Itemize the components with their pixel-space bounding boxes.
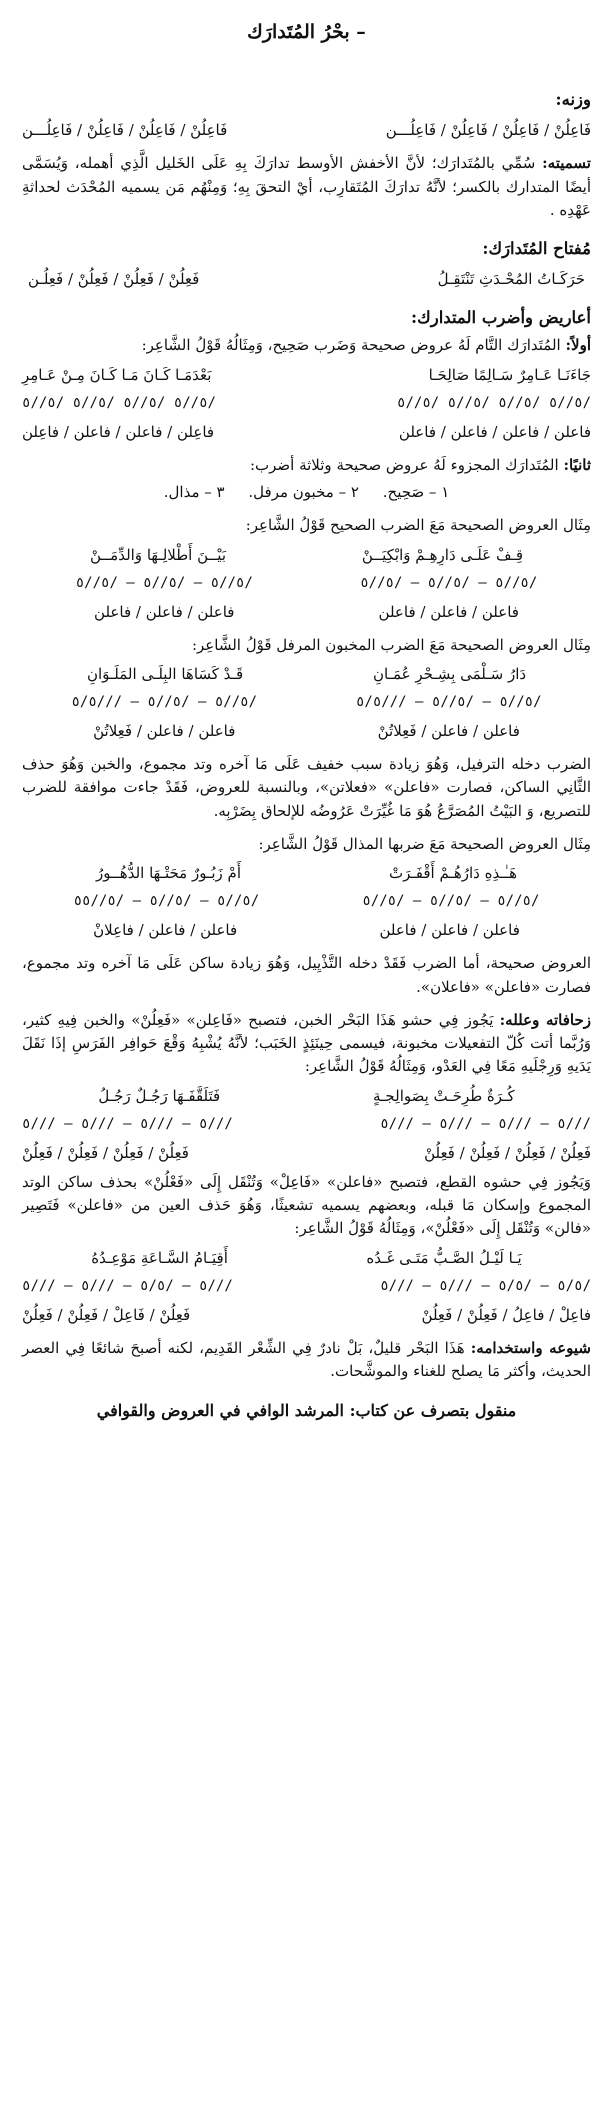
khabab-verse [22,1085,591,1108]
ex3-taf-half-1: فاعلن / فاعلن / فاعلن [379,921,520,940]
qat-taf-half-2: فَعِلُنْ / فَاعِلْ / فَعِلُنْ / فَعِلُنْ [22,1305,191,1324]
ex1-verse [22,544,591,567]
zihafat-text: يَجُوز فِي حشو هَذَا البَحْر الخبن، فتصبح «فَاعِلن» «فَعِلُنْ» والخبن فِيهِ كثير، وَرُبَّما أتت كُلّ التفعيلات مخبونة، فيسمى حِينَئِذٍ الخَبَب؛ لأنَّهُ يُشْبِهُ وَقْعَ حَوافِر الفَرَسِ إذَا نَقَلَ يَدَيهِ وَرِجْلَيهِ مَعًا فِي العَدْو، وَمِثَالُهُ قَوْلُ الشَّاعِر: [22,1010,591,1076]
ex1-scan-half-2: /٥//٥ – /٥//٥ – /٥//٥ [75,574,253,591]
ex1-verse-half-2: بَيْــنَ أَطْلالِـهَا وَالدِّمَــنْ [89,545,227,564]
ex1-taf-half-2: فاعلن / فاعلن / فاعلن [94,602,235,621]
ex2-taf-half-2: فاعلن / فاعلن / فَعِلاتُنْ [93,721,236,740]
khabab-tafeelat [22,1142,591,1165]
muftah-second-half: فَعِلُنْ / فَعِلُنْ / فَعِلُنْ / فَعِلُـن [28,269,200,288]
ex2-scansion [22,692,591,714]
qat-tafeelat [22,1304,591,1327]
second-types: ١ – صَحِيح. ٢ – مخبون مرفل. ٣ – مذال. [163,483,450,502]
page-title: – بحْرُ المُتَدارَك [247,21,366,43]
first-scansion [22,393,591,415]
khabab-scan-half-1: ///٥ – ///٥ – ///٥ – ///٥ [380,1115,591,1132]
first-verse-half-1: جَاءَنَـا عَـامِرٌ سَـالِمًا صَالِحَـا [428,365,591,384]
ex2-verse-half-1: دَارُ سَـلْمَى بِشِـحْرِ عُمَـانِ [373,665,527,683]
ex2-verse-half-2: قَـدْ كَسَاهَا البِلَـى المَلَـوَانِ [86,665,244,683]
ex3-note: العروض صحيحة، أما الضرب فَقَدْ دخله التَّذْيِيل، وَهُوَ زيادة ساكن عَلَى مَا آخره وتد مجموع، فصارت «فاعلن» «فاعلان». [22,954,591,996]
khabab-verse-half-1: كُـرَةٌ طُرِحَـتْ بِصَوالِجـةٍ [373,1086,515,1105]
qat-taf-half-1: فاعِلْ / فاعِلُ / فَعِلُنْ / فَعِلُنْ [421,1305,591,1324]
tasmiya-label: تسميته: [542,154,591,173]
muftah-first-half: حَرَكَـاتُ المُحْـدَثِ تَنْتَقِـلُ [437,269,585,288]
shuyu-paragraph [22,1337,591,1384]
ex3-taf-half-2: فاعلن / فاعلن / فاعِلانْ [93,921,238,940]
wazn-line [22,119,591,142]
first-verse-half-2: بَعْدَمَـا كَـانَ مَـا كَـانَ مِـنْ عَـامِرِ [22,365,212,384]
ex3-tafeelat [22,919,591,942]
tasmiya-paragraph [22,152,591,222]
ex2-verse [22,663,591,686]
ex1-scan-half-1: /٥//٥ – /٥//٥ – /٥//٥ [360,574,538,591]
qat-scan-half-2: ///٥ – /٥/٥ – ///٥ – ///٥ [22,1277,233,1294]
ex3-verse-half-2: أَمْ زَبُـورٌ مَحَتْـهَا الدُّهُــورُ [96,864,241,883]
khabab-scansion [22,1114,591,1136]
ex2-intro: مِثَال العروض الصحيحة مَعَ الضرب المخبون المرفل قَوْلُ الشَّاعِر: [191,635,591,654]
ex1-tafeelat [22,601,591,624]
second-paragraph [22,454,591,477]
wazn-first-half: فَاعِلُنْ / فَاعِلُنْ / فَاعِلُنْ / فَاعِلُـــن [385,121,591,139]
qat-paragraph: وَيَجُوز فِي حشوه القطع، فتصبح «فاعلن» «فَاعِلْ» وَتُنْقَل إِلَى «فَعْلُنْ» بحذف ساكن الوتد المجموع وإسكان مَا قبله، وبعضهم يسميه تشعيثًا، وَهُوَ حَذف العين من «فاعلن» فَتَصِير «فالن» وَتُنْقَل إِلَى «فَعْلُنْ»، وَمِثَالُهُ قَوْلُ الشَّاعِر: [22,1172,591,1238]
ex3-scan-half-2: /٥//٥ – /٥//٥ – /٥//٥٥ [73,893,260,910]
aarid-heading: أعاريض وأضرب المتدارك: [411,307,591,327]
khabab-taf-half-2: فَعِلُنْ / فَعِلُنْ / فَعِلُنْ / فَعِلُنْ [22,1143,189,1162]
muftah-line [22,268,591,291]
qat-verse [22,1247,591,1270]
ex2-scan-half-2: /٥//٥ – /٥//٥ – ///٥/٥ [71,694,257,711]
ex3-intro: مِثَال العروض الصحيحة مَعَ ضربها المذال قَوْلُ الشَّاعِر: [258,834,591,853]
qat-scansion [22,1276,591,1298]
first-scan-half-2: /٥//٥ /٥//٥ /٥//٥ /٥//٥ [22,394,216,411]
muftah-heading: مُفتاح المُتَدارَك: [482,239,591,258]
ex1-scansion [22,573,591,595]
khabab-verse-half-2: فَتَلَقَّفَـهَا رَجُـلٌ رَجُـلُ [98,1086,221,1105]
shuyu-label: شيوعه واستخدامه: [470,1338,591,1357]
shuyu-text: هَذَا البَحْر قليلٌ، بَلْ نادرٌ فِي الشِّعْر القَدِيم، لكنه أصبحَ شائعًا فِي العصر الحديث، وأكثر مَا يصلح للغناء والموشَّحات. [22,1338,591,1380]
khabab-taf-half-1: فَعِلُنْ / فَعِلُنْ / فَعِلُنْ / فَعِلُنْ [424,1143,591,1162]
ex2-tafeelat [22,720,591,743]
khabab-scan-half-2: ///٥ – ///٥ – ///٥ – ///٥ [22,1115,233,1132]
ex2-taf-half-1: فاعلن / فاعلن / فَعِلاتُنْ [377,721,520,740]
ex1-intro: مِثَال العروض الصحيحة مَعَ الضرب الصحيح قَوْلُ الشَّاعِر: [245,516,591,535]
second-label: ثانيًا: [563,455,591,474]
first-verse [22,364,591,387]
ex3-verse-half-1: هَـٰـذِهِ دَارُهُـمْ أَقْفَـرَتْ [388,864,518,883]
qat-verse-half-2: أَقِيَـامُ السَّـاعَةِ مَوْعِـدُهُ [91,1248,228,1267]
first-taf-half-1: فاعلن / فاعلن / فاعلن / فاعلن [398,422,591,441]
ex1-verse-half-1: قِـفْ عَلَـى دَارِهِـمْ وَابْكِيَــنْ [361,545,524,564]
first-tafeelat [22,421,591,444]
first-text: المُتَدارَك التَّام لَهُ عروض صحيحة وَضَرب صَحِيح، وَمِثَالُهُ قَوْلُ الشَّاعِر: [141,336,566,355]
ex2-note: الضرب دخله الترفيل، وَهُوَ زيادة سبب خفيف عَلَى مَا آخره وتد مجموع، والخبن وَهُوَ حذف الثَّانِي الساكن، فصارت «فاعلن» «فعلاتن»، وبالنسبة للعروض، فَقَدْ جاءت موافقة للضرب للتصريع، وَ البَيْتُ المُصَرَّعُ هُوَ مَا غُيِّرَتْ عَرُوضُه للإلحاق بِضَرْبِه. [22,755,591,820]
second-text: المُتَدارَك المجزوء لَهُ عروض صحيحة وثلاثة أضرب: [249,455,564,474]
ex2-scan-half-1: /٥//٥ – /٥//٥ – ///٥/٥ [356,694,542,711]
first-label: أولاً: [565,336,591,355]
ex3-scan-half-1: /٥//٥ – /٥//٥ – /٥//٥ [362,893,540,910]
ex3-verse [22,862,591,885]
ex1-taf-half-1: فاعلن / فاعلن / فاعلن [378,602,519,621]
source-footer: منقول بتصرف عن كتاب: المرشد الوافي في العروض والقوافي [96,1401,517,1421]
qat-verse-half-1: يَـا لَيْـلُ الصَّـبُّ مَتَـى غَـدُه [366,1248,522,1267]
ex3-scansion [22,891,591,913]
first-taf-half-2: فاعِلن / فاعلن / فاعلن / فاعِلن [22,422,215,441]
first-scan-half-1: /٥//٥ /٥//٥ /٥//٥ /٥//٥ [397,394,591,411]
zihafat-paragraph [22,1009,591,1079]
zihafat-label: زحافاته وعلله: [499,1010,591,1029]
wazn-second-half: فَاعِلُنْ / فَاعِلُنْ / فَاعِلُنْ / فَاعِلُـــن [22,121,228,139]
wazn-heading: وزنه: [555,90,591,110]
qat-scan-half-1: /٥/٥ – /٥/٥ – ///٥ – ///٥ [380,1277,591,1294]
first-paragraph [22,334,591,357]
tasmiya-text: سُمِّي بالمُتَدارَك؛ لأنَّ الأخفش الأوسط تدارَكَ بِهِ عَلَى الخَليل الَّذِي أهمله، وَيُسَمَّى أيضًا المتدارك بالكسر؛ لأنَّهُ تدارَكَ المُتَقارِب، أيْ التحقَ بِهِ؛ وَمِنْهُم مَن يسميه المُحْدَث لحداثةِ عَهْدِه . [22,154,591,219]
